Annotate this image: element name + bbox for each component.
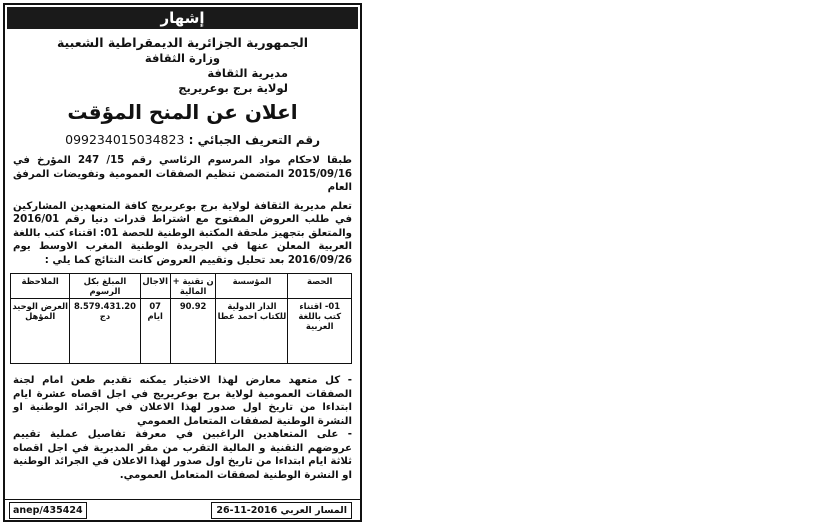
header-note: الملاحظة (11, 274, 70, 299)
header-amount: المبلغ بكل الرسوم (70, 274, 140, 299)
notification-paragraph: تعلم مديرية الثقافة لولاية برج بوعريريج كافة المتعهدين المشاركين في طلب العروض المفتوح مع اشتراط قدرات دنيا رقم 2016/01 والمتعلق بتجهيز ملحقة المكتبة الوطنية للحصة 01: اقتناء كتب باللغة العربية المعلن عنها في الجريدة الوطنية المغرب الاوسط يوم 2016/09/26 بعد تحليل وتقييم العروض كانت النتائج كما يلي : (13, 200, 352, 266)
header-lot: الحصة (288, 274, 352, 299)
anep-reference: anep/435424 (9, 502, 87, 519)
cell-company: الدار الدولية للكتاب احمد عطا (216, 299, 288, 364)
header-score: ن تقنية + المالية (170, 274, 216, 299)
announcement-notice (3, 3, 362, 522)
table-row (11, 299, 352, 364)
cell-amount: 8.579.431.20 دج (70, 299, 140, 364)
legal-reference-paragraph: طبقا لاحكام مواد المرسوم الرئاسي رقم 15/ 247 المؤرخ في 2015/09/16 المتضمن تنظيم الصفقات العمومية وتفويضات المرفق العام (13, 155, 353, 193)
cell-score: 90.92 (170, 299, 216, 364)
notice-footer (5, 499, 360, 520)
province-name: لولاية برج بوعريريج (178, 81, 288, 95)
header-company: المؤسسة (216, 274, 288, 299)
notice-banner: إشهار (7, 7, 358, 29)
publication-date: 26-11-2016 (216, 505, 278, 516)
newspaper-name: المسار العربي (280, 505, 347, 516)
cell-deadline: 07 ايام (140, 299, 170, 364)
cell-note: العرض الوحيد المؤهل (11, 299, 70, 364)
tax-id-value: 099234015034823 (65, 132, 185, 147)
appeal-paragraph: - كل متعهد معارض لهذا الاختيار يمكنه تقديم طعن امام لجنة الصفقات العمومية لولاية برج بوعريريج في اجل اقصاه عشرة ايام ابتداءا من تاريخ اول صدور لهذا الاعلان في الجرائد الوطنية او النشرة الوطنية لصفقات المتعامل العمومي (13, 375, 352, 427)
tax-id (5, 132, 360, 148)
ministry-name: وزارة الثقافة (144, 51, 221, 65)
header-deadline: الاجال (140, 274, 170, 299)
evaluation-details-paragraph: - على المتعاهدين الراغبين في معرفة تفاصيل عملية تقييم عروضهم التقنية و المالية التقرب من مقر المديرية في اجل اقصاه ثلاثة ايام ابتداءا من تاريخ اول صدور لهذا الاعلان في الجرائد الوطنية او النشرة الوطنية لصفقات المتعامل العمومي. (13, 429, 352, 481)
announcement-headline: اعلان عن المنح المؤقت (67, 100, 298, 124)
tax-id-label: رقم التعريف الجبائي : (188, 133, 320, 147)
results-table (10, 273, 352, 364)
publication-info (211, 502, 352, 519)
republic-name: الجمهورية الجزائرية الديمقراطية الشعبية (56, 35, 309, 50)
table-header-row (11, 274, 352, 299)
cell-lot: 01- اقتناء كتب باللغة العربية (288, 299, 352, 364)
directorate-name: مديرية الثقافة (207, 66, 288, 80)
